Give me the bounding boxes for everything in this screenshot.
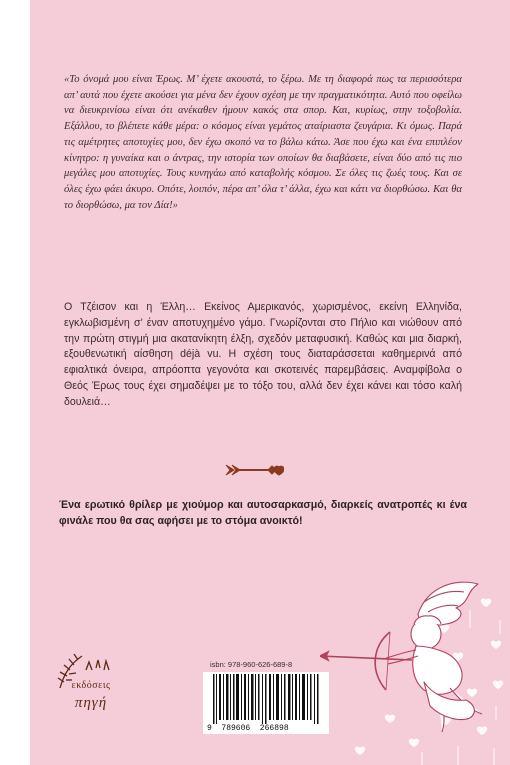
book-description: Ο Τζέισον και η Έλλη… Εκείνος Αμερικανός, χωρισμένος, εκείνη Ελληνίδα, εγκλωβισμένη σ’ έναν αποτυχημένο γάμο. Γνωρίζονται στο Πήλιο και νιώθουν από την πρώτη στιγμή μια ακατανίκητη έλξη, σχεδόν μεταφυσική. Καθώς και μια διαρκή, εξουθενωτική αίσθηση déjà vu. Η σχέση τους διαταράσσεται καθημερινά από εφιαλτικά όνειρα, απρόοπτα γεγονότα και σκοτεινές παρεμβάσεις. Αναμφίβολα ο Θεός Έρως τους έχει σημαδέψει με το τόξο του, αλλά δεν έχει κάνει και τόσο καλή δουλειά…: [64, 301, 462, 408]
isbn-text: isbn: 978-960-626-689-8: [210, 660, 293, 669]
cupid-illustration: [320, 572, 510, 765]
barcode-digits: 9 789606 266898: [207, 724, 289, 733]
tagline: Ένα ερωτικό θρίλερ με χιούμορ και αυτοσαρκασμό, διαρκείς ανατροπές κι ένα φινάλε που θα σας αφήσει με το στόμα ανοικτό!: [59, 499, 467, 527]
arrow-divider-icon: [224, 463, 284, 477]
cupid-quote: «Το όνομά μου είναι Έρως. Μ’ έχετε ακουστά, το ξέρω. Με τη διαφορά πως τα περισσότερα απ’ αυτά που έχετε ακούσει για μένα δεν έχουν σχέση με την πραγματικότητα. Αυτό που οφείλω να διευκρινίσω είναι ότι ανέκαθεν ήμουν κακός στα σπορ. Και, κυρίως, στην τοξοβολία. Εξάλλου, το βλέπετε κάθε μέρα: ο κόσμος είναι γεμάτος αταίριαστα ζευγάρια. Κι όμως. Παρά τις αμέτρητες αποτυχίες μου, δεν έχω σκοπό να το βάλω κάτω. Άσε που έχω και ένα επιπλέον κίνητρο: η γυναίκα και ο άντρας, την ιστορία των οποίων θα διαβάσετε, είναι δύο από τις πιο μεγάλες μου αποτυχίες. Τους κυνηγάω από καταβολής κόσμου. Σε όλες τις ζωές τους. Και σε όλες έχω φάει άκυρο. Οπότε, λοιπόν, πέρα απ’ όλα τ’ άλλα, έχω και κάτι να διορθώσω. Και θα το διορθώσω, μα τον Δία!»: [64, 74, 462, 211]
publisher-logo: [46, 650, 136, 730]
barcode-bars: [203, 672, 329, 724]
publisher-label: εκδόσεις: [71, 680, 111, 691]
publisher-name: πηγή: [74, 695, 108, 711]
